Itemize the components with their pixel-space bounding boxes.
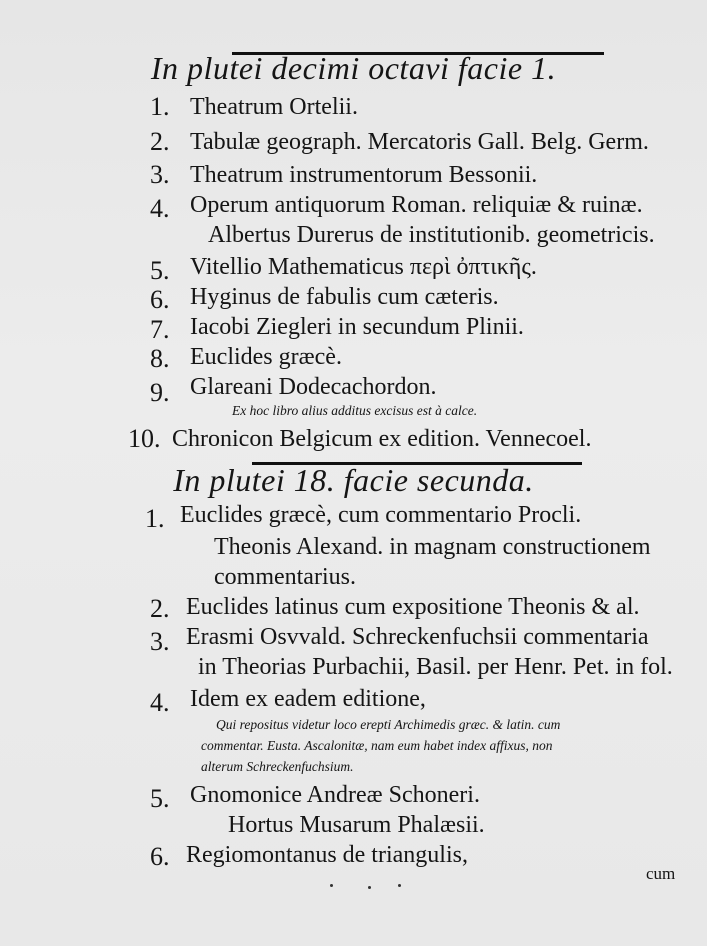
- item-number: 6.: [150, 285, 170, 314]
- item-text: Hortus Musarum Phalæsii.: [228, 812, 485, 838]
- item-number: 2.: [150, 594, 170, 623]
- section-title: In plutei decimi octavi facie 1.: [150, 50, 557, 86]
- item-text: Regiomontanus de triangulis,: [186, 842, 468, 868]
- item-note: Qui repositus videtur loco erepti Archimedis græc. & latin. cum: [216, 717, 561, 732]
- item-text: Gnomonice Andreæ Schoneri.: [190, 782, 480, 808]
- item-number: 8.: [150, 344, 170, 373]
- item-number: 10.: [128, 424, 161, 453]
- item-text: Erasmi Osvvald. Schreckenfuchsii commentaria: [186, 624, 649, 650]
- item-number: 6.: [150, 842, 170, 871]
- item-number: 3.: [150, 627, 170, 656]
- item-number: 5.: [150, 256, 170, 285]
- ink-speck: [398, 884, 401, 887]
- item-text: Euclides latinus cum expositione Theonis & al.: [186, 594, 640, 620]
- item-number: 2.: [150, 127, 170, 156]
- item-text: Euclides græcè.: [190, 344, 342, 370]
- item-text: commentarius.: [214, 564, 356, 590]
- item-number: 4.: [150, 688, 170, 717]
- item-text: Operum antiquorum Roman. reliquiæ & ruinæ.: [190, 192, 643, 218]
- item-text: Iacobi Ziegleri in secundum Plinii.: [190, 314, 524, 340]
- item-number: 4.: [150, 194, 170, 223]
- catchword: cum: [646, 864, 676, 883]
- item-note: Ex hoc libro alius additus excisus est à calce.: [232, 403, 478, 418]
- item-text: Tabulæ geograph. Mercatoris Gall. Belg. Germ.: [190, 129, 649, 155]
- item-note: commentar. Eusta. Ascalonitæ, nam eum habet index affixus, non: [201, 738, 553, 753]
- item-text: Chronicon Belgicum ex edition. Vennecoel.: [172, 426, 592, 452]
- section-title: In plutei 18. facie secunda.: [173, 462, 534, 498]
- item-number: 9.: [150, 378, 170, 407]
- item-number: 1.: [150, 92, 170, 121]
- item-text: Theatrum instrumentorum Bessonii.: [190, 162, 538, 188]
- item-text: Theonis Alexand. in magnam constructionem: [214, 534, 651, 560]
- ink-speck: [330, 884, 333, 887]
- item-text: Glareani Dodecachordon.: [190, 374, 437, 400]
- ink-speck: [368, 886, 371, 889]
- item-text: Idem ex eadem editione,: [190, 686, 426, 712]
- item-text: Theatrum Ortelii.: [190, 94, 358, 120]
- item-text: Albertus Durerus de institutionib. geometricis.: [208, 222, 655, 248]
- item-text: Hyginus de fabulis cum cæteris.: [190, 284, 499, 310]
- item-number: 1.: [145, 504, 165, 533]
- item-text: Euclides græcè, cum commentario Procli.: [180, 502, 582, 528]
- item-note: alterum Schreckenfuchsium.: [201, 759, 354, 774]
- item-number: 7.: [150, 315, 170, 344]
- item-text: in Theorias Purbachii, Basil. per Henr. Pet. in fol.: [198, 654, 673, 680]
- item-text: Vitellio Mathematicus περὶ ὀπτικῆς.: [190, 254, 537, 280]
- item-number: 5.: [150, 784, 170, 813]
- item-number: 3.: [150, 160, 170, 189]
